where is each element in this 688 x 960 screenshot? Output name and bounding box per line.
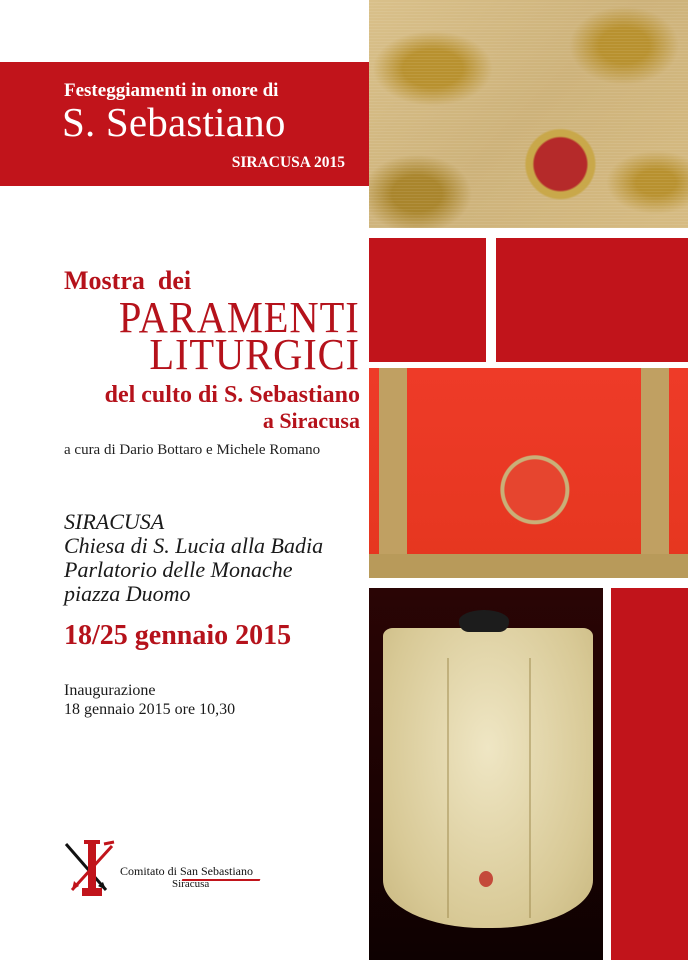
title-banner <box>0 62 369 186</box>
inauguration-info <box>64 681 235 719</box>
inauguration-label: Inaugurazione <box>64 682 156 699</box>
chasuble-emblem <box>479 871 493 887</box>
banner-subtitle: Festeggiamenti in onore di <box>64 80 279 101</box>
chasuble-shape <box>383 628 593 928</box>
venue-church: Chiesa di S. Lucia alla Badia <box>64 533 324 558</box>
venue-square: piazza Duomo <box>64 581 191 606</box>
banner-location-year: SIRACUSA 2015 <box>231 154 345 171</box>
committee-logo <box>62 838 262 900</box>
title-sub-line1: del culto di S. Sebastiano <box>104 382 360 408</box>
embroidered-vestment-detail-photo <box>369 0 688 228</box>
chasuble-collar <box>459 610 509 632</box>
committee-city: Siracusa <box>172 878 210 890</box>
venue-block <box>64 510 323 606</box>
red-decorative-block <box>369 238 486 362</box>
venue-room: Parlatorio delle Monache <box>64 557 293 582</box>
red-vestment-with-column-emblem-photo <box>369 368 688 578</box>
committee-name: Comitato di San Sebastiano <box>120 864 253 878</box>
venue-city: SIRACUSA <box>64 509 165 534</box>
exhibition-dates: 18/25 gennaio 2015 <box>64 620 292 651</box>
column-with-arrows-icon <box>62 838 122 900</box>
inauguration-datetime: 18 gennaio 2015 ore 10,30 <box>64 701 236 718</box>
title-main-line2: LITURGICI <box>149 330 360 379</box>
curators-credit: a cura di Dario Bottaro e Michele Romano <box>64 442 321 458</box>
red-decorative-block <box>496 238 688 362</box>
title-main-line1: PARAMENTI <box>119 293 360 342</box>
red-decorative-block <box>611 588 688 960</box>
banner-title: S. Sebastiano <box>62 99 286 145</box>
title-sub-line2: a Siracusa <box>262 408 360 433</box>
white-chasuble-photo <box>369 588 603 960</box>
title-intro: Mostra dei <box>64 266 192 295</box>
